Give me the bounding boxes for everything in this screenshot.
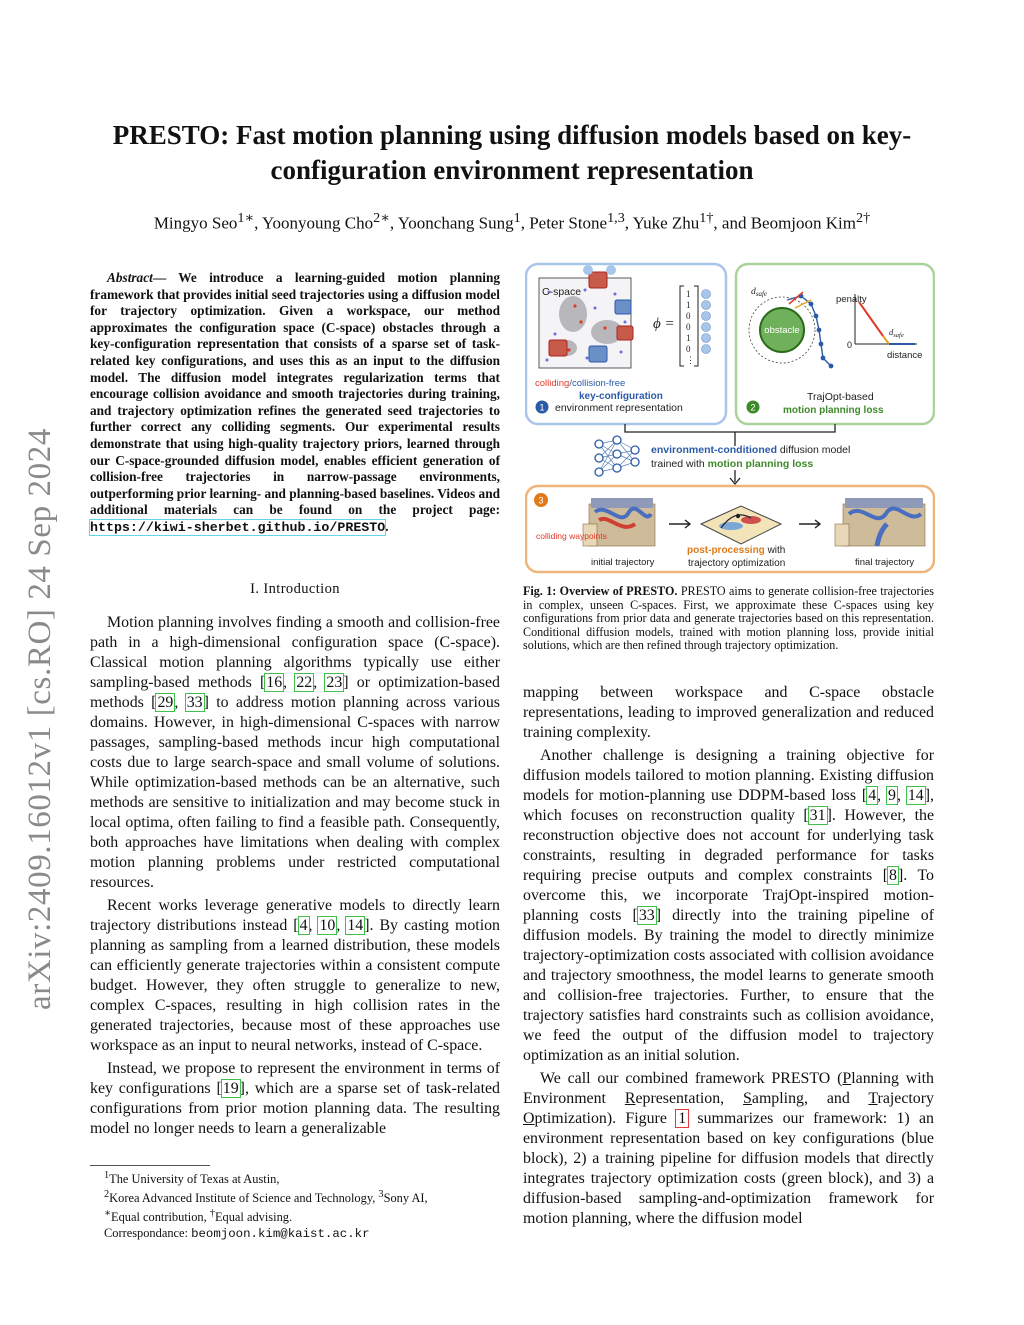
block2-subtitle: motion planning loss	[783, 405, 884, 416]
author: Yoonyoung Cho	[261, 213, 374, 233]
block1-subtitle: environment representation	[555, 402, 683, 414]
diffusion-model-label-1: environment-conditioned diffusion model	[651, 444, 851, 456]
citation-link[interactable]: 19	[222, 1080, 239, 1097]
citation-link[interactable]: 14	[347, 917, 364, 934]
paragraph: Motion planning involves finding a smooth and collision-free path in a high-dimensional configuration space (C-space). Classical motion planning algorithms typically use either sampling-based methods [16, 22, 23] or optimization-based methods [29, 33] to address motion planning across various domains. However, in high-dimensional C-spaces with narrow passages, sampling-based methods incur high computational costs due to large search-space and small volume of solutions. While optimization-based methods can be an alternative, such methods are sensitive to initialization and may become stuck in local optima, often failing to find a feasible path. Consequently, both approaches have limitations when dealing with complex motion planning problems under restricted computational resources.	[90, 614, 500, 891]
paper-title: PRESTO: Fast motion planning using diffusion models based on key-configuration environment representation	[112, 120, 912, 185]
block1-title: key-configuration	[579, 391, 663, 402]
intro-body	[90, 613, 500, 1139]
paragraph: mapping between workspace and C-space obstacle representations, leading to improved generalization and reduced training complexity.	[523, 684, 934, 741]
distance-axis-label: distance	[887, 350, 923, 361]
svg-text:3: 3	[538, 495, 544, 506]
caption-label: Fig. 1: Overview of PRESTO.	[523, 584, 678, 598]
penalty-axis-label: penalty	[836, 294, 867, 305]
project-page-link[interactable]: https://kiwi-sherbet.github.io/PRESTO	[90, 519, 386, 535]
phi-vector-entry: 1	[686, 333, 691, 343]
cspace-obstacle	[559, 296, 587, 332]
phi-vector-entry: 0	[686, 322, 691, 332]
citation-link[interactable]: 9	[888, 787, 896, 804]
citation-link[interactable]: 31	[809, 807, 826, 824]
phi-vector-entry: 0	[686, 344, 691, 354]
figure-reference-link[interactable]: 1	[678, 1110, 687, 1127]
phi-vector-entry: 0	[686, 311, 691, 321]
author: Yuke Zhu	[632, 213, 700, 233]
svg-text:1: 1	[539, 402, 545, 413]
block2-title: TrajOpt-based	[807, 391, 874, 403]
final-trajectory-scene	[835, 498, 925, 546]
citation-link[interactable]: 4	[299, 917, 308, 934]
author: Yoonchang Sung	[397, 213, 514, 233]
paragraph: Instead, we propose to represent the environment in terms of key configurations [19], which are a sparse set of task-related configurations from prior motion planning data. The resulting model no longer needs to learn a generalizable	[90, 1060, 500, 1137]
citation-link[interactable]: 8	[888, 867, 897, 884]
citation-link[interactable]: 23	[326, 674, 343, 691]
section-heading: I. Introduction	[250, 581, 340, 597]
citation-link[interactable]: 33	[638, 907, 655, 924]
citation-link[interactable]: 10	[319, 917, 336, 934]
colliding-waypoints-label: colliding waypoints	[536, 531, 607, 541]
footnotes: $^1$The University of Texas at Austin, $^2$Korea Advanced Institute of Science and Technology, $^3$Sony AI, ∗Equal contribution, †Equal advising. Correspondance: beomjoon.kim@kaist.ac.kr	[90, 1165, 500, 1242]
dsafe-label: $d_{safe}$	[751, 287, 768, 298]
svg-text:0: 0	[847, 340, 853, 350]
right-column-body	[523, 683, 934, 1229]
citation-link[interactable]: 33	[186, 694, 203, 711]
paragraph: We call our combined framework PRESTO (Planning with Environment Representation, Sampling, and Trajectory Optimization). Figure 1 summarizes our framework: 1) an environment representation based on key configurations (blue block), 2) a training pipeline for diffusion models that directly integrates trajectory optimization costs (green block), and 3) a diffusion-based sampling-and-optimization framework for motion planning, where the diffusion model	[523, 1070, 934, 1227]
overview-figure	[525, 262, 935, 574]
arxiv-identifier: arXiv:2409.16012v1 [cs.RO] 24 Sep 2024	[22, 428, 58, 1010]
abstract: Abstract— We introduce a learning-guided motion planning framework that provides initial seed trajectories using a diffusion model for trajectory optimization. Given a workspace, our method approximates the configuration space (C-space) obstacles through a key-configuration representation that consists of a sparse set of task-related key configurations, and uses this as an input to the diffusion model. The diffusion model integrates regularization terms that encourage collision avoidance and smooth trajectories during training, and trajectory optimization refines the generated seed trajectories to further correct any colliding segments. Our experimental results demonstrate that using high-quality trajectory priors, learned through our C-space-grounded diffusion model, enables efficient generation of collision-free trajectories in narrow-passage environments, outperforming prior learning- and planning-based baselines. Videos and additional materials can be found on the project page: https://kiwi-sherbet.github.io/PRESTO.	[90, 270, 500, 535]
citation-link[interactable]: 4	[868, 787, 877, 804]
legend-colliding-free: colliding/collision-free	[535, 378, 626, 389]
author-list: Mingyo Seo$^{1∗}$, Yoonyoung Cho$^{2∗}$, Yoonchang Sung$^1$, Peter Stone$^{1,3}$, Yuke Zhu$^{1\dagger}$, and Beomjoon Kim$^{2\dagger}$	[153, 210, 871, 233]
citation-link[interactable]: 14	[907, 787, 924, 804]
citation-link[interactable]: 16	[266, 674, 283, 691]
paragraph: Another challenge is designing a training objective for diffusion models tailored to motion planning. Existing diffusion models for motion-planning use DDPM-based loss [4, 9, 14], which focuses on reconstruction quality [31]. However, the reconstruction objective does not account for underlying task constraints, resulting in degraded performance for tasks requiring precise outputs and complex constraints [8]. To overcome this, we incorporate TrajOpt-inspired motion-planning costs [33] directly into the training pipeline of diffusion models. By training the model to directly minimize trajectory-optimization costs associated with collision avoidance and trajectory smoothness, the model learns to generate smooth and collision-free trajectories. Further, to ensure that the trajectory satisfies hard constraints such as collision avoidance, we feed the output of the diffusion model to trajectory optimization as an initial solution.	[523, 747, 934, 1064]
final-trajectory-label: final trajectory	[855, 557, 915, 568]
author: Mingyo Seo	[153, 213, 238, 233]
phi-vector-entry: ⋮	[686, 355, 695, 365]
author: Beomjoon Kim	[750, 213, 857, 233]
phi-vector-entry: 1	[686, 300, 691, 310]
post-processing-label: post-processing with	[687, 545, 786, 556]
author: Peter Stone	[529, 213, 608, 233]
obstacle-label: obstacle	[764, 325, 800, 336]
figure-graphic	[525, 262, 935, 574]
diffusion-model-label-2: trained with motion planning loss	[651, 458, 814, 470]
abstract-label: Abstract	[107, 270, 153, 285]
phi-symbol: ϕ =	[653, 316, 675, 332]
citation-link[interactable]: 22	[296, 674, 313, 691]
email-address[interactable]: beomjoon.kim@kaist.ac.kr	[191, 1227, 370, 1242]
initial-trajectory-label: initial trajectory	[591, 557, 655, 568]
svg-text:2: 2	[750, 402, 756, 413]
trajectory-optimization-label: trajectory optimization	[688, 558, 786, 569]
paragraph: Recent works leverage generative models to directly learn trajectory distributions instead [4, 10, 14]. By casting motion planning as sampling from a learned distribution, these models can efficiently generate trajectories within a consistent compute budget. However, they often struggle to generalize to new, complex C-spaces, resulting in high collision rates in the generated trajectories, because most of these approaches use workspace as an input to neural networks, instead of C-space.	[90, 897, 500, 1054]
phi-vector-entry: 1	[686, 289, 691, 299]
figure-caption: Fig. 1: Overview of PRESTO. PRESTO aims to generate collision-free trajectories in complex, unseen C-spaces. First, we approximate these C-spaces using key configurations from prior data and generate trajectories based on this representation. Conditional diffusion models, trained with motion planning loss, provide initial solutions, which are then refined through trajectory optimization.	[523, 584, 935, 653]
citation-link[interactable]: 29	[157, 694, 174, 711]
dsafe-axis-label: $d_{safe}$	[889, 327, 904, 339]
cspace-label: C-space	[542, 286, 582, 298]
